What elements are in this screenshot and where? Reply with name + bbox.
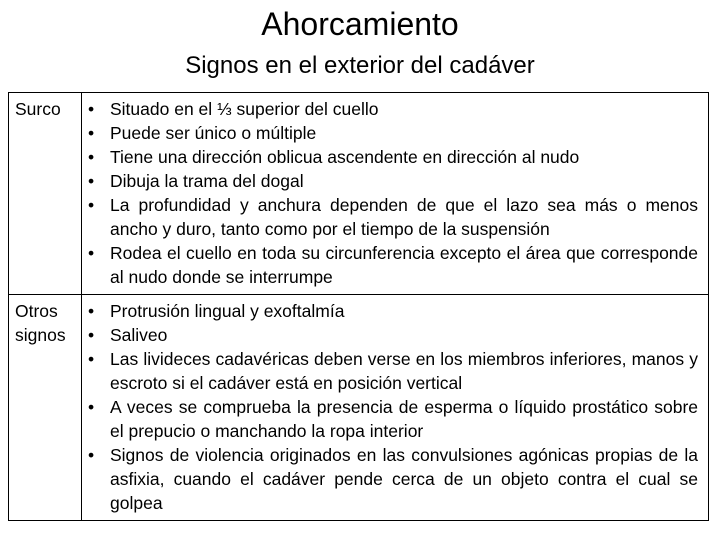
bullet-list-surco — [88, 97, 698, 289]
signs-table — [8, 92, 709, 521]
list-item: • Tiene una dirección oblicua ascendente en dirección al nudo — [88, 147, 580, 167]
row-content-otros-signos — [82, 295, 709, 521]
bullet-icon: • — [88, 349, 95, 369]
bullet-icon: • — [88, 99, 95, 119]
list-item: • Situado en el ⅓ superior del cuello — [88, 99, 379, 119]
slide-subtitle: Signos en el exterior del cadáver — [185, 52, 535, 79]
row-label-surco: Surco — [9, 93, 82, 295]
bullet-list-otros-signos — [88, 299, 698, 515]
bullet-icon: • — [88, 301, 95, 321]
list-item: • A veces se comprueba la presencia de esperma o líquido prostático sobre el prepucio o manchando la ropa interior — [88, 397, 698, 441]
table-row-surco — [9, 93, 709, 295]
list-item: • Rodea el cuello en toda su circunferencia excepto el área que corresponde al nudo donde se interrumpe — [88, 243, 698, 287]
list-item: • Puede ser único o múltiple — [88, 123, 317, 143]
table-row-otros-signos — [9, 295, 709, 521]
bullet-icon: • — [88, 445, 95, 465]
bullet-icon: • — [88, 123, 95, 143]
bullet-icon: • — [88, 147, 95, 167]
list-item: • Protrusión lingual y exoftalmía — [88, 301, 345, 321]
list-item: • Las livideces cadavéricas deben verse en los miembros inferiores, manos y escroto si el cadáver está en posición vertical — [88, 349, 698, 393]
bullet-icon: • — [88, 171, 95, 191]
list-item: • La profundidad y anchura dependen de que el lazo sea más o menos ancho y duro, tanto como por el tiempo de la suspensión — [88, 195, 698, 239]
bullet-icon: • — [88, 397, 95, 417]
list-item: • Saliveo — [88, 325, 168, 345]
bullet-icon: • — [88, 325, 95, 345]
row-content-surco — [82, 93, 709, 295]
list-item: • Signos de violencia originados en las convulsiones agónicas propias de la asfixia, cuando el cadáver pende cerca de un objeto contra el cual se golpea — [88, 445, 698, 513]
list-item: • Dibuja la trama del dogal — [88, 171, 304, 191]
bullet-icon: • — [88, 195, 95, 215]
slide-title: Ahorcamiento — [261, 6, 459, 42]
bullet-icon: • — [88, 243, 95, 263]
row-label-otros-signos: Otros signos — [9, 295, 82, 521]
